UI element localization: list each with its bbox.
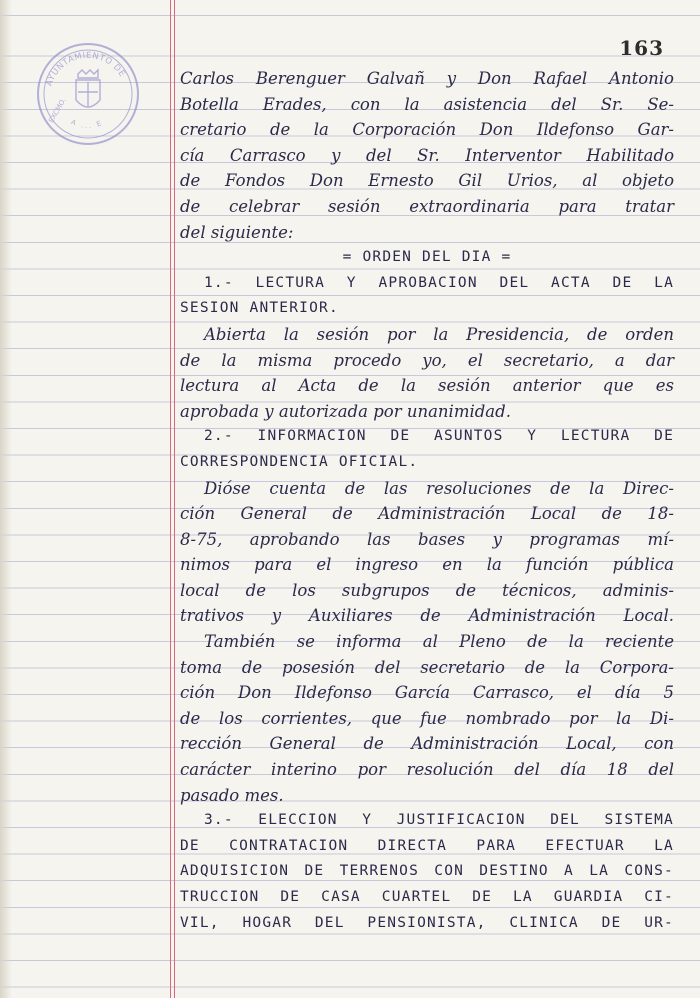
text-line: ción General de Administración Local de 18- — [180, 504, 674, 524]
agenda-item-title: VIL, HOGAR DEL PENSIONISTA, CLINICA DE UR- — [180, 914, 674, 931]
agenda-item-title: 1.- LECTURA Y APROBACION DEL ACTA DE LA — [204, 274, 674, 291]
minutes-text — [180, 66, 674, 936]
text-line: 8-75, aprobando las bases y programas mí- — [180, 529, 674, 549]
text-line: de la misma procedo yo, el secretario, a dar — [180, 350, 674, 370]
agenda-item-title: CORRESPONDENCIA OFICIAL. — [180, 453, 419, 470]
text-line: ción Don Ildefonso García Carrasco, el día 5 — [180, 683, 674, 703]
agenda-item-title: 2.- INFORMACION DE ASUNTOS Y LECTURA DE — [204, 428, 674, 445]
text-line: También se informa al Pleno de la reciente — [204, 632, 674, 652]
stamp-top-text: AYUNTAMIENTO DE — [44, 50, 128, 88]
text-line: toma de posesión del secretario de la Corpora- — [180, 657, 674, 677]
text-line: lectura al Acta de la sesión anterior que es — [180, 376, 674, 396]
text-line: trativos y Auxiliares de Administración Local. — [180, 606, 674, 626]
agenda-item-title: TRUCCION DE CASA CUARTEL DE LA GUARDIA CI- — [180, 889, 674, 905]
margin-rule-outer — [170, 0, 171, 998]
text-line: carácter interino por resolución del día 18 del — [180, 760, 674, 780]
agenda-heading: = ORDEN DEL DIA = — [342, 249, 512, 266]
text-line: de celebrar sesión extraordinaria para tratar — [180, 196, 674, 216]
coat-of-arms-icon — [76, 70, 100, 107]
text-line: Abierta la sesión por la Presidencia, de orden — [204, 324, 674, 344]
text-line: nimos para el ingreso en la función pública — [180, 555, 674, 575]
page-number: 163 — [619, 36, 664, 60]
agenda-item-title: DE CONTRATACION DIRECTA PARA EFECTUAR LA — [180, 837, 674, 854]
agenda-item-title: 3.- ELECCION Y JUSTIFICACION DEL SISTEMA — [204, 812, 674, 829]
text-line: pasado mes. — [180, 785, 284, 805]
svg-text:A ... E — [70, 118, 105, 130]
text-line: Dióse cuenta de las resoluciones de la Direc- — [204, 478, 674, 498]
stamp-bottom-text: A ... E — [69, 117, 105, 131]
stamp-left-text: EXCMO. — [47, 96, 68, 125]
text-line: Botella Erades, con la asistencia del Sr. Se- — [180, 94, 674, 114]
text-line: aprobada y autorizada por unanimidad. — [180, 401, 511, 421]
text-line: Carlos Berenguer Galvañ y Don Rafael Antonio — [180, 69, 674, 88]
text-line: rección General de Administración Local, con — [180, 734, 674, 754]
agenda-item-title: ADQUISICION DE TERRENOS CON DESTINO A LA CONS- — [180, 863, 674, 880]
text-line: del siguiente: — [180, 222, 294, 242]
text-line: local de los subgrupos de técnicos, adminis- — [180, 580, 674, 600]
page-binding-shadow — [0, 0, 12, 998]
text-line: cretario de la Corporación Don Ildefonso Gar- — [180, 120, 674, 140]
municipal-stamp-seal — [34, 40, 142, 148]
text-line: de los corrientes, que fue nombrado por la Di- — [180, 708, 674, 728]
text-line: cía Carrasco y del Sr. Interventor Habilitado — [180, 145, 674, 165]
agenda-item-title: SESION ANTERIOR. — [180, 300, 339, 317]
text-line: de Fondos Don Ernesto Gil Urios, al objeto — [180, 171, 674, 191]
margin-rule-inner — [174, 0, 175, 998]
svg-text:AYUNTAMIENTO DE — [44, 51, 127, 88]
